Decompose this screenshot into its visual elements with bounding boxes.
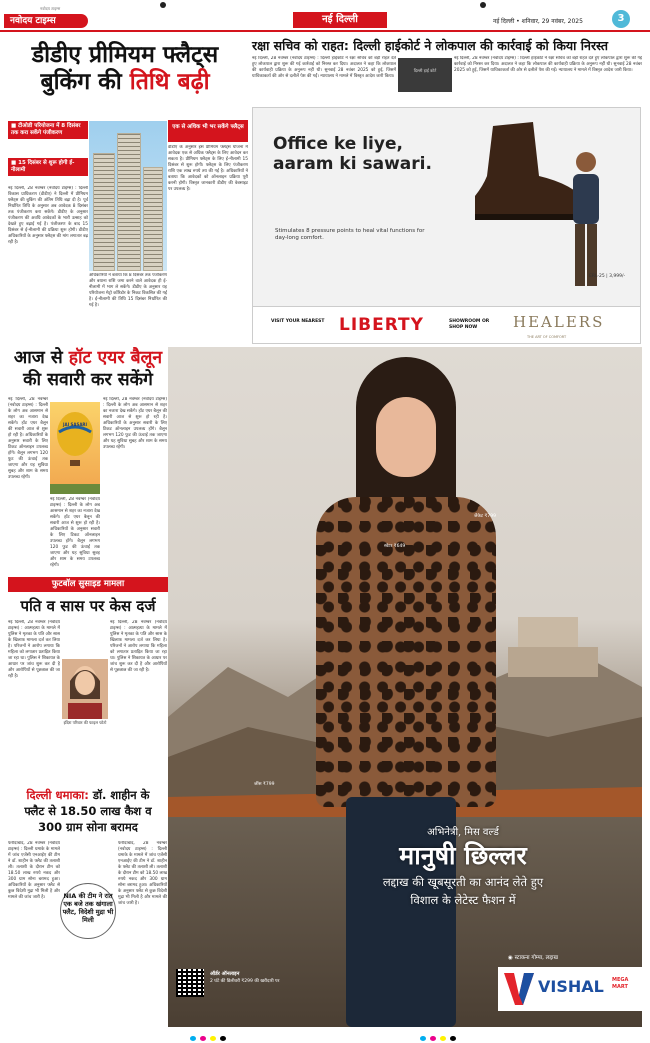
- strip-note: नवोदय टाइम्स: [40, 6, 61, 11]
- liberty-brand: LIBERTY: [339, 315, 424, 335]
- city-badge: नई दिल्ली: [293, 12, 387, 28]
- portrait-caption: इंदिरा परिवार की फाइल फोटो: [63, 720, 107, 725]
- lokpal-headline: रक्षा सचिव को राहत: दिल्ली हाईकोर्ट ने लोकपाल की कार्रवाई को किया निरस्त: [252, 38, 609, 53]
- dda-headline: [10, 42, 240, 96]
- dda-bullet-1: ■ टीओडी परियोजना में 8 दिसंबर तक करा सकेंगे पंजीकरण: [8, 121, 88, 139]
- balloon-photo: [50, 402, 100, 494]
- liberty-footer: [253, 306, 641, 344]
- color-dot: [220, 1036, 226, 1041]
- vishal-line1: अभिनेत्री, मिस वर्ल्ड: [427, 827, 499, 838]
- vishal-v-icon: [504, 973, 534, 1005]
- vishal-name: मानुषी छिल्लर: [399, 841, 527, 870]
- liberty-ad: [252, 107, 641, 344]
- liberty-price: ERL-25 | 3,999/-: [589, 274, 626, 279]
- balloon-headline-line2: की सवारी कर सकेंगे: [23, 370, 153, 390]
- vishal-brand: VISHAL: [538, 977, 604, 996]
- color-dot: [200, 1036, 206, 1041]
- tower-block: [143, 167, 163, 271]
- color-dot: [210, 1036, 216, 1041]
- portrait-icon: [62, 659, 108, 719]
- tower-block: [93, 153, 115, 271]
- color-dot: [190, 1036, 196, 1041]
- suicide-body-right: नई दिल्ली, 28 नवम्बर (नवोदय टाइम्स) : आत्महत्या के मामले में पुलिस ने मृतका के पति और सास के खिलाफ मामला दर्ज कर लिया है। परिजनों ने आरोप लगाया कि महिला को लगातार प्रताड़ित किया जा रहा था। पुलिस ने शिकायत के आधार पर जांच शुरू कर दी है और आरोपियों से पूछताछ की जा रही है।: [110, 620, 167, 673]
- vishal-logo: [498, 967, 642, 1011]
- order-online: ऑर्डर ऑनलाइन: [210, 971, 240, 977]
- registration-mark: [160, 2, 166, 8]
- liberty-showroom: SHOWROOM OR SHOP NOW: [449, 319, 490, 330]
- dda-bullet-2: ■ 15 दिसंबर से शुरू होगी ई-नीलामी: [8, 158, 88, 176]
- tower-block: [117, 133, 141, 271]
- high-court-photo: दिल्ली हाई कोर्ट: [398, 58, 452, 92]
- liberty-headline: [273, 134, 432, 174]
- balloon-body-left: नई दिल्ली, 28 नवम्बर (नवोदय टाइम्स) : दिल्ली के लोग अब आसमान से शहर का नजारा देख सकेंगे। हॉट एयर बैलून की सवारी आज से शुरू हो रही है। अधिकारियों के अनुसार सवारी के लिए टिकट ऑनलाइन उपलब्ध होंगे। बैलून लगभग 120 फुट की ऊंचाई तक जाएगा और यह सुविधा सुबह और शाम के समय उपलब्ध रहेगी।: [8, 397, 48, 480]
- raid-headline: [8, 787, 168, 835]
- color-dot: [450, 1036, 456, 1041]
- healers-tag: THE ART OF COMFORT: [527, 335, 567, 339]
- location-text: स्टाकना गोम्पा, लद्दाख: [514, 955, 558, 961]
- dda-body-mid: अधिकारियों ने बताया कि 8 दिसंबर तक पंजीकरण और बयाना राशि जमा करने वाले आवेदक ही ई-नीलामी में भाग ले सकेंगे। डीडीए के अनुसार यह परियोजना मेट्रो कॉरिडोर के निकट विकसित की गई है। ई-नीलामी की तिथि 15 दिसंबर निर्धारित की गई है।: [89, 273, 167, 308]
- dda-body-left: नई दिल्ली, 28 नवम्बर (नवोदय टाइम्स) : दिल्ली विकास प्राधिकरण (डीडीए) ने दिल्ली में प्रीमियम फ्लैट्स की बुकिंग की अंतिम तिथि बढ़ा दी है। पूर्व निर्धारित तिथि के अनुसार अब आवेदक 8 दिसंबर तक पंजीकरण करा सकेंगे। डीडीए के अनुसार पंजीकरण की अवधि आवेदकों के भारी उत्साह को देखते हुए बढ़ाई गई है। पंजीकरण के बाद 15 दिसंबर से ई-नीलामी की प्रक्रिया शुरू होगी। डीडीए अधिकारियों के अनुसार फ्लैट्स की मांग लगातार बढ़ रही है।: [8, 186, 88, 245]
- page-number: 3: [612, 10, 630, 28]
- model-face: [376, 397, 436, 477]
- liberty-headline-line2: aaram ki sawari.: [273, 154, 432, 174]
- raid-headline-kicker: दिल्ली धमाका:: [26, 788, 93, 802]
- vishal-line2: लद्दाख की खूबसूरती का आनंद लेते हुए: [382, 875, 544, 889]
- color-dot: [440, 1036, 446, 1041]
- map-pin-icon: ◉: [508, 955, 515, 961]
- balloon-headline: [8, 347, 168, 391]
- dda-headline-part: बुकिंग की: [40, 69, 130, 95]
- balloon-headline-line1: [8, 347, 168, 369]
- dda-sidebar-head: एक से अधिक भी भर सकेंगे फ्लैट्स: [168, 120, 248, 142]
- qr-code[interactable]: [176, 969, 204, 997]
- hot-air-balloon-icon: [50, 402, 100, 494]
- dda-sidebar-body: डीडीए के अनुसार इस प्रीमियम फ्लैट्स योजना में आवेदक एक से अधिक फ्लैट्स के लिए आवेदन कर सकता है। प्रीमियम फ्लैट्स के लिए ई-नीलामी 15 दिसंबर से शुरू होगी। फ्लैट्स के लिए पंजीकरण राशि एक लाख रुपये तय की गई है। अधिकारियों ने बताया कि आवेदकों को ऑनलाइन प्रक्रिया पूरी करनी होगी। विस्तृत जानकारी डीडीए की वेबसाइट पर उपलब्ध है।: [168, 145, 248, 192]
- vishal-ad: [168, 347, 642, 1027]
- woman-portrait: [62, 659, 108, 719]
- suicide-body-left: नई दिल्ली, 28 नवम्बर (नवोदय टाइम्स) : आत्महत्या के मामले में पुलिस ने मृतका के पति और सास के खिलाफ मामला दर्ज कर लिया है। परिजनों ने आरोप लगाया कि महिला को लगातार प्रताड़ित किया जा रहा था। पुलिस ने शिकायत के आधार पर जांच शुरू कर दी है और आरोपियों से पूछताछ की जा रही है।: [8, 620, 60, 679]
- suicide-kicker: फुटबॉल सुसाइड मामला: [8, 577, 168, 592]
- date-line: नई दिल्ली • शनिवार, 29 नवंबर, 2025: [493, 18, 583, 25]
- color-dot: [430, 1036, 436, 1041]
- raid-headline-line1: [8, 787, 168, 803]
- balloon-headline-part: आज से: [13, 348, 69, 368]
- color-dot: [420, 1036, 426, 1041]
- registration-mark: [480, 2, 486, 8]
- delivery-text: 2 घंटे की डिलीवरी ₹299 की खरीदारी पर: [210, 979, 280, 984]
- liberty-visit: VISIT YOUR NEAREST: [271, 319, 325, 324]
- lokpal-body: नई दिल्ली, 28 नवम्बर (नवोदय टाइम्स) : दिल्ली हाईकोर्ट ने रक्षा सचिव को बड़ी राहत देते हुए लोकपाल द्वारा शुरू की गई कार्रवाई को निरस्त कर दिया। अदालत ने कहा कि लोकपाल की कार्यवाही प्रक्रिया के अनुरूप नहीं थी। सुनवाई 28 नवंबर 2025 को हुई, जिसमें याचिकाकर्ता की ओर से दलीलें पेश की गईं। न्यायालय ने मामले में विस्तृत आदेश जारी किया।: [252, 56, 396, 79]
- balloon-text: JAI SASARI: [63, 422, 87, 427]
- liberty-feature: Stimulates 8 pressure points to heal vital functions for day-long comfort.: [275, 228, 425, 241]
- raid-headline-line3: 300 ग्राम सोना बरामद: [38, 820, 138, 834]
- dda-headline-line2: [10, 69, 240, 96]
- masthead-rule: [0, 30, 650, 32]
- raid-body-left: फरीदाबाद, 28 नवम्बर (नवोदय टाइम्स) : दिल्ली धमाके के मामले में जांच एजेंसी एनआईए की टीम ने डॉ. शाहीन के फ्लैट की तलाशी ली। तलाशी के दौरान टीम को 18.50 लाख रुपये नकद और 300 ग्राम सोना बरामद हुआ। अधिकारियों के अनुसार फ्लैट से कुछ विदेशी मुद्रा भी मिली है और मामले की जांच जारी है।: [8, 841, 60, 900]
- raid-body-right: फरीदाबाद, 28 नवम्बर (नवोदय टाइम्स) : दिल्ली धमाके के मामले में जांच एजेंसी एनआईए की टीम ने डॉ. शाहीन के फ्लैट की तलाशी ली। तलाशी के दौरान टीम को 18.50 लाख रुपये नकद और 300 ग्राम सोना बरामद हुआ। अधिकारियों के अनुसार फ्लैट से कुछ विदेशी मुद्रा भी मिली है और मामले की जांच जारी है।: [118, 841, 167, 906]
- balloon-body-mid: नई दिल्ली, 28 नवम्बर (नवोदय टाइम्स) : दिल्ली के लोग अब आसमान से शहर का नजारा देख सकेंगे। हॉट एयर बैलून की सवारी आज से शुरू हो रही है। अधिकारियों के अनुसार सवारी के लिए टिकट ऑनलाइन उपलब्ध होंगे। बैलून लगभग 120 फुट की ऊंचाई तक जाएगा और यह सुविधा सुबह और शाम के समय उपलब्ध रहेगी।: [50, 497, 100, 568]
- dda-headline-highlight: तिथि बढ़ी: [129, 69, 210, 95]
- sweater-tag: स्वेटर ₹649: [384, 544, 406, 549]
- balloon-headline-highlight: हॉट एयर बैलून: [68, 348, 163, 368]
- nia-callout: NIA की टीम ने रात एक बजे तक खंगाला फ्लैट, विदेशी मुद्रा भी मिली: [60, 883, 116, 939]
- liberty-headline-line1: Office ke liye,: [273, 134, 403, 154]
- dda-headline-line1: डीडीए प्रीमियम फ्लैट्स: [31, 42, 219, 68]
- vishal-mega-mart: MEGA MART: [612, 977, 629, 990]
- healers-brand: HEALERS: [513, 313, 605, 331]
- raid-headline-line2: फ्लैट से 18.50 लाख कैश व: [24, 804, 152, 818]
- balloon-body-right: नई दिल्ली, 28 नवम्बर (नवोदय टाइम्स) : दिल्ली के लोग अब आसमान से शहर का नजारा देख सकेंगे। हॉट एयर बैलून की सवारी आज से शुरू हो रही है। अधिकारियों के अनुसार सवारी के लिए टिकट ऑनलाइन उपलब्ध होंगे। बैलून लगभग 120 फुट की ऊंचाई तक जाएगा और यह सुविधा सुबह और शाम के समय उपलब्ध रहेगी।: [103, 397, 167, 450]
- paper-name: नवोदय टाइम्स: [4, 14, 88, 28]
- vishal-line3: विशाल के लेटेस्ट फैशन में: [410, 893, 516, 907]
- raid-headline-part: डॉ. शाहीन के: [92, 788, 150, 802]
- tower-photo: [89, 121, 167, 271]
- location-line: [508, 953, 558, 961]
- suicide-headline: पति व सास पर केस दर्ज: [20, 597, 156, 615]
- jeans-tag: जींस ₹799: [254, 782, 275, 787]
- jacket-tag: जैकेट ₹799: [474, 514, 496, 519]
- lokpal-body-cont: नई दिल्ली, 28 नवम्बर (नवोदय टाइम्स) : दिल्ली हाईकोर्ट ने रक्षा सचिव को बड़ी राहत देते हुए लोकपाल द्वारा शुरू की गई कार्रवाई को निरस्त कर दिया। अदालत ने कहा कि लोकपाल की कार्यवाही प्रक्रिया के अनुरूप नहीं थी। सुनवाई 28 नवंबर 2025 को हुई, जिसमें याचिकाकर्ता की ओर से दलीलें पेश की गईं। न्यायालय ने मामले में विस्तृत आदेश जारी किया।: [454, 56, 642, 73]
